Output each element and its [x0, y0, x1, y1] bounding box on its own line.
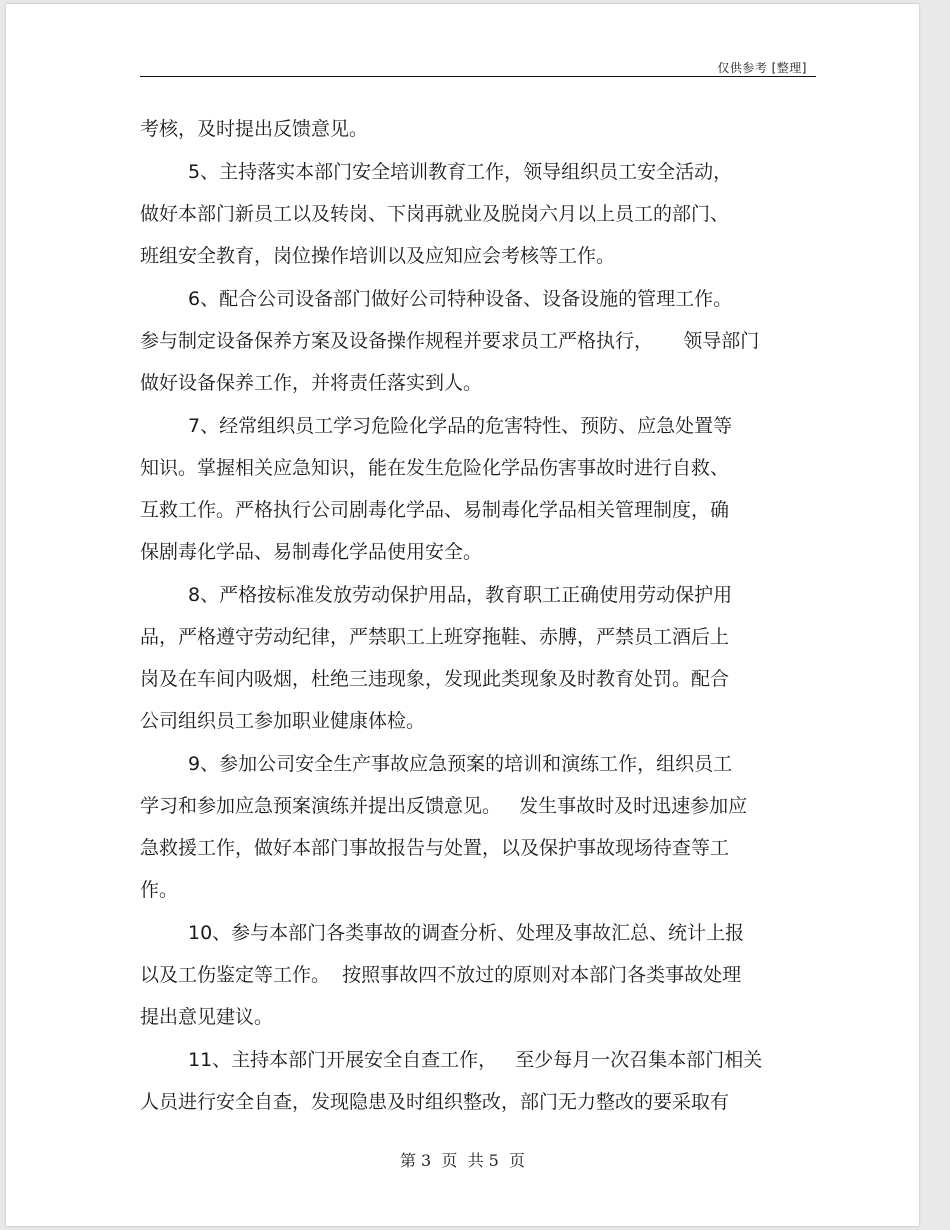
text-line: 5、主持落实本部门安全培训教育工作，领导组织员工安全活动，	[188, 161, 733, 183]
paragraph-item-11	[140, 1039, 820, 1123]
text-line: 8、严格按标准发放劳动保护用品，教育职工正确使用劳动保护用	[188, 584, 733, 606]
document-page	[6, 4, 919, 1226]
paragraph-item-5	[140, 151, 820, 277]
text-line: 互救工作。严格执行公司剧毒化学品、易制毒化学品相关管理制度，确	[140, 499, 730, 521]
text-line: 急救援工作，做好本部门事故报告与处置，以及保护事故现场待查等工	[140, 837, 730, 859]
header-note: 仅供参考 [整理]	[717, 61, 807, 75]
paragraph-item-6	[140, 278, 820, 404]
text-line: 11、主持本部门开展安全自查工作， 至少每月一次召集本部门相关	[188, 1049, 763, 1071]
text-line: 9、参加公司安全生产事故应急预案的培训和演练工作，组织员工	[188, 753, 733, 775]
text-line: 学习和参加应急预案演练并提出反馈意见。 发生事故时及时迅速参加应	[140, 795, 748, 817]
text-line: 提出意见建议。	[140, 1006, 274, 1028]
header-rule	[140, 76, 816, 77]
text-line: 品，严格遵守劳动纪律，严禁职工上班穿拖鞋、赤膊，严禁员工酒后上	[140, 626, 730, 648]
text-line: 做好设备保养工作，并将责任落实到人。	[140, 372, 483, 394]
paragraph-item-9	[140, 743, 820, 911]
text-line: 知识。掌握相关应急知识，能在发生危险化学品伤害事故时进行自救、	[140, 457, 730, 479]
text-line: 以及工伤鉴定等工作。 按照事故四不放过的原则对本部门各类事故处理	[140, 964, 742, 986]
text-line: 考核，及时提出反馈意见。	[140, 118, 369, 140]
text-line: 班组安全教育，岗位操作培训以及应知应会考核等工作。	[140, 245, 616, 267]
text-line: 参与制定设备保养方案及设备操作规程并要求员工严格执行， 领导部门	[140, 330, 760, 352]
text-line: 岗及在车间内吸烟，杜绝三违现象，发现此类现象及时教育处罚。配合	[140, 668, 730, 690]
text-line: 6、配合公司设备部门做好公司特种设备、设备设施的管理工作。	[188, 288, 733, 310]
text-line: 做好本部门新员工以及转岗、下岗再就业及脱岗六月以上员工的部门、	[140, 203, 730, 225]
text-line: 保剧毒化学品、易制毒化学品使用安全。	[140, 541, 483, 563]
text-line: 7、经常组织员工学习危险化学品的危害特性、预防、应急处置等	[188, 415, 733, 437]
paragraph	[140, 108, 820, 150]
document-body	[140, 108, 820, 1123]
paragraph-item-10	[140, 912, 820, 1038]
paragraph-item-8	[140, 574, 820, 742]
page-number: 第 3 页 共 5 页	[399, 1151, 526, 1170]
text-line: 公司组织员工参加职业健康体检。	[140, 710, 426, 732]
text-line: 人员进行安全自查，发现隐患及时组织整改，部门无力整改的要采取有	[140, 1091, 730, 1113]
text-line: 10、参与本部门各类事故的调查分析、处理及事故汇总、统计上报	[188, 922, 745, 944]
paragraph-item-7	[140, 405, 820, 573]
text-line: 作。	[140, 879, 179, 901]
